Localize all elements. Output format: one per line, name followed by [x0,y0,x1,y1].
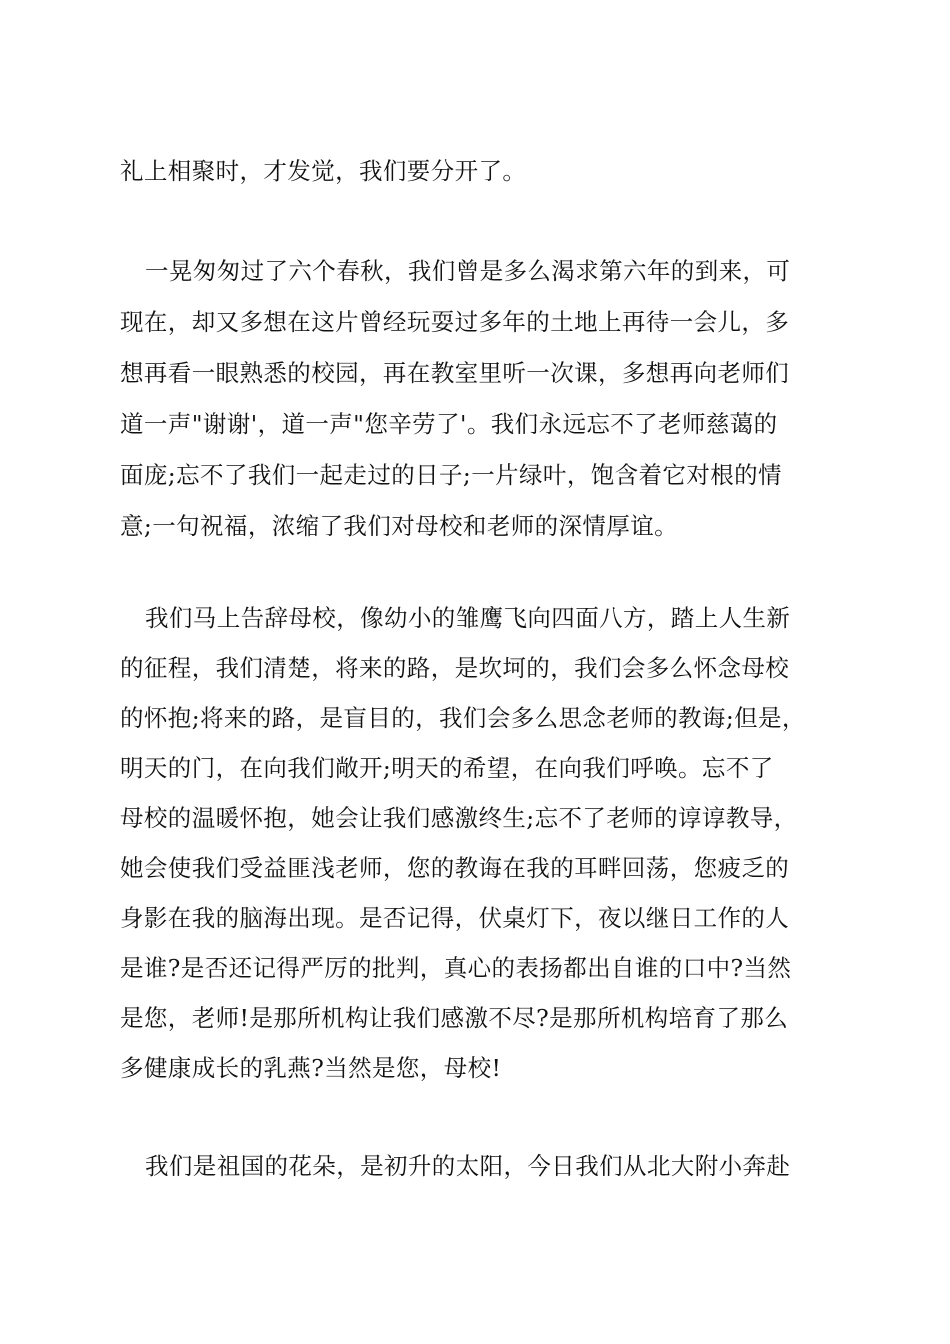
paragraph-2-line-5: 面庞;忘不了我们一起走过的日子;一片绿叶，饱含着它对根的情 [120,461,782,489]
paragraph-3-line-6: 她会使我们受益匪浅老师，您的教诲在我的耳畔回荡，您疲乏的 [120,854,790,882]
paragraph-2-line-1: 一晃匆匆过了六个春秋，我们曾是多么渴求第六年的到来，可 [145,257,791,285]
paragraph-2-line-6: 意;一句祝福，浓缩了我们对母校和老师的深情厚谊。 [120,512,679,540]
paragraph-2-line-4: 道一声"谢谢'，道一声"您辛劳了'。我们永远忘不了老师慈蔼的 [120,410,778,438]
paragraph-3-line-3: 的怀抱;将来的路，是盲目的，我们会多么思念老师的教诲;但是， [120,704,806,732]
paragraph-3-line-1: 我们马上告辞母校，像幼小的雏鹰飞向四面八方，踏上人生新 [145,604,791,632]
paragraph-2-line-2: 现在，却又多想在这片曾经玩耍过多年的土地上再待一会儿，多 [120,308,790,336]
paragraph-1-line-1: 礼上相聚时，才发觉，我们要分开了。 [120,157,527,185]
paragraph-3-line-8: 是谁?是否还记得严厉的批判，真心的表扬都出自谁的口中?当然 [120,954,792,982]
paragraph-4-line-1: 我们是祖国的花朵，是初升的太阳，今日我们从北大附小奔赴 [145,1152,791,1180]
paragraph-3-line-4: 明天的门，在向我们敞开;明天的希望，在向我们呼唤。忘不了 [120,754,774,782]
paragraph-3-line-7: 身影在我的脑海出现。是否记得，伏桌灯下，夜以继日工作的人 [120,904,790,932]
paragraph-3-line-5: 母校的温暖怀抱，她会让我们感激终生;忘不了老师的谆谆教导， [120,804,798,832]
paragraph-3-line-10: 多健康成长的乳燕?当然是您，母校! [120,1054,502,1082]
paragraph-2-line-3: 想再看一眼熟悉的校园，再在教室里听一次课，多想再向老师们 [120,359,790,387]
paragraph-3-line-9: 是您，老师!是那所机构让我们感激不尽?是那所机构培育了那么 [120,1004,789,1032]
paragraph-3-line-2: 的征程，我们清楚，将来的路，是坎坷的，我们会多么怀念母校 [120,654,790,682]
